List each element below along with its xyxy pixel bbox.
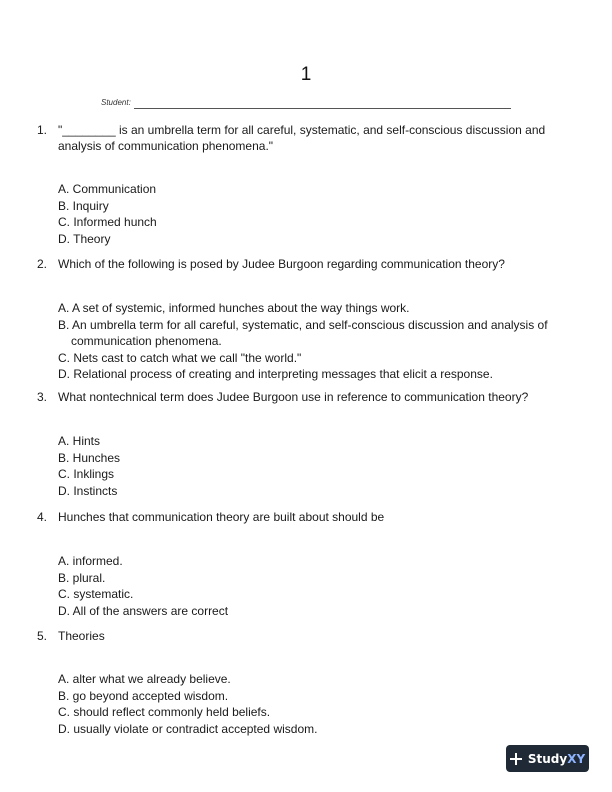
option-d: D. Instincts (58, 483, 118, 498)
question-text: What nontechnical term does Judee Burgoon use in reference to communication theory? (58, 390, 529, 404)
logo-text (528, 752, 585, 766)
student-name-line (134, 108, 511, 109)
option-d: D. Relational process of creating and interpreting messages that elicit a response. (58, 367, 493, 381)
question-3-options (58, 433, 558, 499)
option-d: D. usually violate or contradict accepted wisdom. (58, 721, 318, 736)
studyxy-logo (506, 745, 589, 772)
option-b: B. go beyond accepted wisdom. (58, 688, 229, 703)
question-text: Which of the following is posed by Judee Burgoon regarding communication theory? (58, 257, 505, 271)
plus-icon (510, 753, 522, 765)
question-5-options (58, 671, 558, 737)
student-name-row (101, 98, 511, 110)
question-number: 1. (37, 123, 48, 137)
option-a: A. Communication (58, 182, 157, 196)
option-c: C. should reflect commonly held beliefs. (58, 705, 271, 719)
option-c: C. Nets cast to catch what we call "the world." (58, 350, 302, 365)
question-number: 3. (37, 390, 48, 404)
question-number: 5. (37, 629, 48, 643)
option-a: A. informed. (58, 554, 123, 568)
question-2-options (58, 300, 558, 383)
option-c: C. systematic. (58, 587, 134, 601)
option-a: A. alter what we already believe. (58, 672, 231, 686)
question-4-options (58, 553, 558, 619)
option-a: A. A set of systemic, informed hunches about the way things work. (58, 301, 410, 315)
option-a: A. Hints (58, 434, 101, 448)
logo-text-xy: XY (567, 751, 586, 766)
option-b: B. Hunches (58, 450, 121, 465)
option-b: B. Inquiry (58, 198, 109, 213)
question-number: 4. (37, 510, 48, 524)
logo-text-study: Study (527, 751, 568, 766)
option-b: B. plural. (58, 570, 106, 585)
option-c: C. Informed hunch (58, 215, 157, 229)
option-c: C. Inklings (58, 467, 115, 481)
question-text: "________ is an umbrella term for all careful, systematic, and self-conscious discussion and analysis of communication phenomena." (58, 123, 546, 153)
option-d: D. Theory (58, 231, 111, 246)
option-b (58, 317, 558, 350)
option-d: D. All of the answers are correct (58, 603, 229, 618)
question-text: Theories (58, 629, 105, 643)
page-number: 1 (300, 64, 312, 85)
question-number: 2. (37, 257, 48, 271)
student-label: Student: (101, 98, 131, 107)
question-text: Hunches that communication theory are built about should be (58, 510, 385, 524)
question-1-options (58, 181, 558, 247)
option-b-text: B. An umbrella term for all careful, systematic, and self-conscious discussion and analysis of (58, 317, 548, 332)
option-b-continued: communication phenomena. (71, 334, 222, 348)
